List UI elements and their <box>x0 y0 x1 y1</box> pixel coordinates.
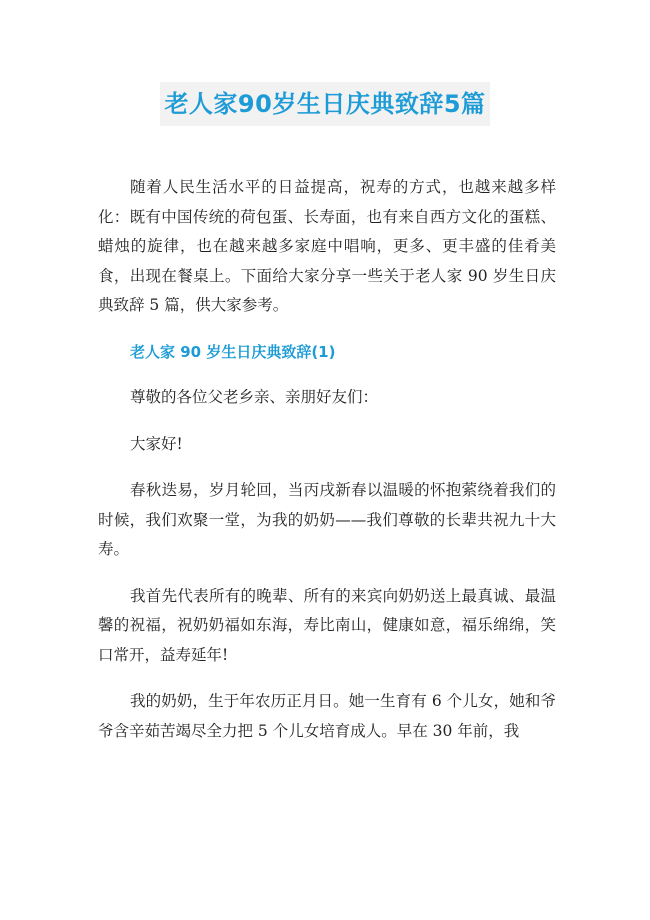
paragraph-1: 春秋迭易，岁月轮回，当丙戌新春以温暖的怀抱萦绕着我们的时候，我们欢聚一堂，为我的奶奶——我们尊敬的长辈共祝九十大寿。 <box>98 481 556 558</box>
greeting-line: 尊敬的各位父老乡亲、亲朋好友们： <box>130 388 379 406</box>
salutation-line: 大家好! <box>130 434 183 453</box>
page-title: 老人家90岁生日庆典致辞5篇 <box>160 82 489 126</box>
paragraph-3: 我的奶奶，生于年农历正月日。她一生育有 6 个儿女，她和爷爷含辛茹苦竭尽全力把 5 个儿女培育成人。早在 30 年前，我 <box>98 692 556 740</box>
intro-paragraph: 随着人民生活水平的日益提高，祝寿的方式，也越来越多样化：既有中国传统的荷包蛋、长寿面，也有来自西方文化的蛋糕、蜡烛的旋律，也在越来越多家庭中唱响，更多、更丰盛的佳肴美食，出现在餐桌上。下面给大家分享一些关于老人家 90 岁生日庆典致辞 5 篇，供大家参考。 <box>98 178 556 314</box>
paragraph-2: 我首先代表所有的晚辈、所有的来宾向奶奶送上最真诚、最温馨的祝福，祝奶奶福如东海，寿比南山，健康如意，福乐绵绵，笑口常开，益寿延年! <box>98 586 556 664</box>
section-heading: 老人家 90 岁生日庆典致辞(1) <box>130 342 336 361</box>
document-body <box>98 173 556 746</box>
title-wrap <box>0 82 650 126</box>
